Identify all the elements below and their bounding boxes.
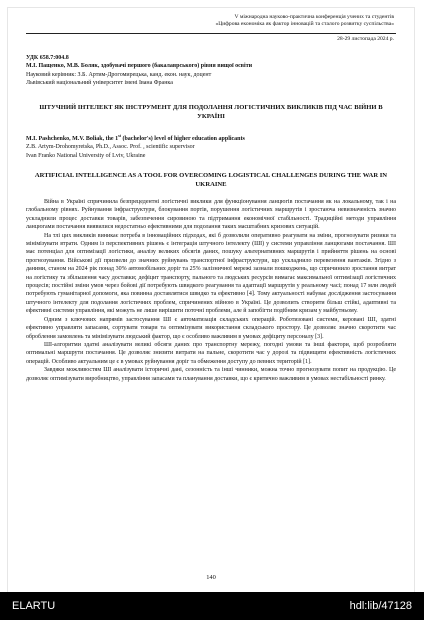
ua-supervisor: Науковий керівник: З.Б. Артим-Дрогомирецька, канд. екон. наук, доцент (26, 71, 212, 78)
paragraph-4: ШІ-алгоритми здатні аналізувати великі обсяги даних про транспортну мережу, погодні умови та інші фактори, щоб розробляти оптимальні маршрути постачання. Це дозволяє знизити витрати на пальне, скоротити час у дорозі та підвищити ефективність логістичних операцій. Особливо актуальним це є в умовах руйнування доріг та обмеження доступу до певних територій [1]. (26, 341, 396, 365)
en-university: Ivan Franko National University of Lviv, Ukraine (26, 152, 146, 159)
ua-title: ШТУЧНИЙ ІНТЕЛЕКТ ЯК ІНСТРУМЕНТ ДЛЯ ПОДОЛАННЯ ЛОГІСТИЧНИХ ВИКЛИКІВ ПІД ЧАС ВІЙНИ В УКРАЇНІ (39, 104, 383, 120)
ua-author-block (26, 54, 396, 88)
conference-title: V міжнародна науково-практична конференція учених та студентів (234, 14, 394, 20)
conference-subtitle: «Цифрова економіка як фактор інновацій та сталого розвитку суспільства» (215, 21, 394, 27)
paragraph-1: Війна в Україні спричинила безпрецедентні логістичні виклики для функціонування ланцюгів постачання як на локальному, так і на глобальному рівнях. Руйнування інфраструктури, блокування портів, порушення логістичних маршрутів і зростаюча невизначеність значно ускладнили процес доставки товарів, забезпечення сировиною та підтримання економічної стабільності. Традиційні методи управління ланцюгами постачання виявилися недостатньо ефективними для подолання таких масштабних кризових ситуацій. (26, 199, 396, 231)
ua-authors: М.І. Пащенко, М.В. Боляк, здобувачі першого (бакалаврського) рівня вищої освіти (26, 63, 253, 70)
udc-code: УДК 658.7:004.8 (26, 55, 69, 61)
repository-footer-bar (0, 592, 424, 620)
running-header (104, 14, 394, 28)
conference-date: 28-29 листопада 2024 р. (337, 36, 394, 42)
en-author-block (26, 132, 396, 160)
en-authors-rest: (bachelor's) level of higher education applicants (120, 136, 245, 142)
paragraph-3: Одним з ключових напрямів застосування ШІ є автоматизація складських операцій. Роботизовані системи, керовані ШІ, здатні ефективно управляти запасами, сортувати товари та оптимізувати використання складського простору. Це дозволяє значно скоротити час оброблення замовлень та мінімізувати людський фактор, що є особливо важливим в умовах дефіциту персоналу [3]. (26, 316, 396, 340)
paper-page (8, 8, 414, 592)
page-number: 140 (206, 574, 216, 581)
ua-university: Львівський національний університет імені Івана Франка (26, 80, 173, 87)
en-authors-text: M.I. Pashchenko, M.V. Boliak, the 1 (26, 136, 119, 142)
en-authors (26, 132, 396, 143)
en-authors-sup: st (118, 133, 121, 138)
paragraph-5: Завдяки можливостям ШІ аналізувати історичні дані, сезонність та інші чинники, можна точно прогнозувати попит на продукцію. Це дозволяє оптимізувати виробництво, управління запасами та планування доставки, що є критично важливим в умовах нестабільності ринку. (26, 367, 396, 382)
header-rule (26, 33, 396, 34)
repository-name: ELARTU (12, 600, 56, 612)
handle-id: hdl:lib/47128 (349, 600, 412, 612)
body-text (26, 198, 396, 383)
paragraph-2: На тлі цих викликів виникає потреба в інноваційних підходах, які б дозволили оперативно реагувати на зміни, прогнозувати ризики та мінімізувати втрати. Одним із перспективних рішень є інтеграція штучного інтелекту (ШІ) у системи управління ланцюгами постачання. ШІ має потенціал для оптимізації логістики, аналізу великих обсягів даних, пошуку альтернативних маршрутів і прийняття рішень на основі прогнозування. Військові дії призвели до значних руйнувань транспортної інфраструктури, що ускладнило перевезення вантажів. Згідно з даними, станом на 2024 рік понад 30% автомобільних доріг та 25% залізничної мережі зазнали пошкоджень, що спричинило зростання витрат на логістику та збільшення часу доставки; дефіцит транспорту, пального та людських ресурсів вимагає максимальної оптимізації логістичних процесів; постійні зміни умов через бойові дії потребують швидкого реагування та адаптації маршрутів у реальному часі; понад 17 млн людей потребують гуманітарної допомоги, яка повинна доставлятися швидко та ефективно [4]. Тому актуальності набуває дослідження застосування штучного інтелекту для подолання логістичних проблем, спричинених війною в Україні. Це дозволить створити більш стійкі, адаптивні та ефективні системи управління, які можуть не лише вирішити поточні проблеми, але й запобігти подібним кризам у майбутньому. (26, 232, 396, 315)
en-title: ARTIFICIAL INTELLIGENCE AS A TOOL FOR OVERCOMING LOGISTICAL CHALLENGES DURING THE WAR IN UKRAINE (34, 172, 388, 188)
en-supervisor: Z.B. Artym-Drohomyretska, Ph.D., Assoc. Prof. , scientific supervisor (26, 144, 195, 151)
